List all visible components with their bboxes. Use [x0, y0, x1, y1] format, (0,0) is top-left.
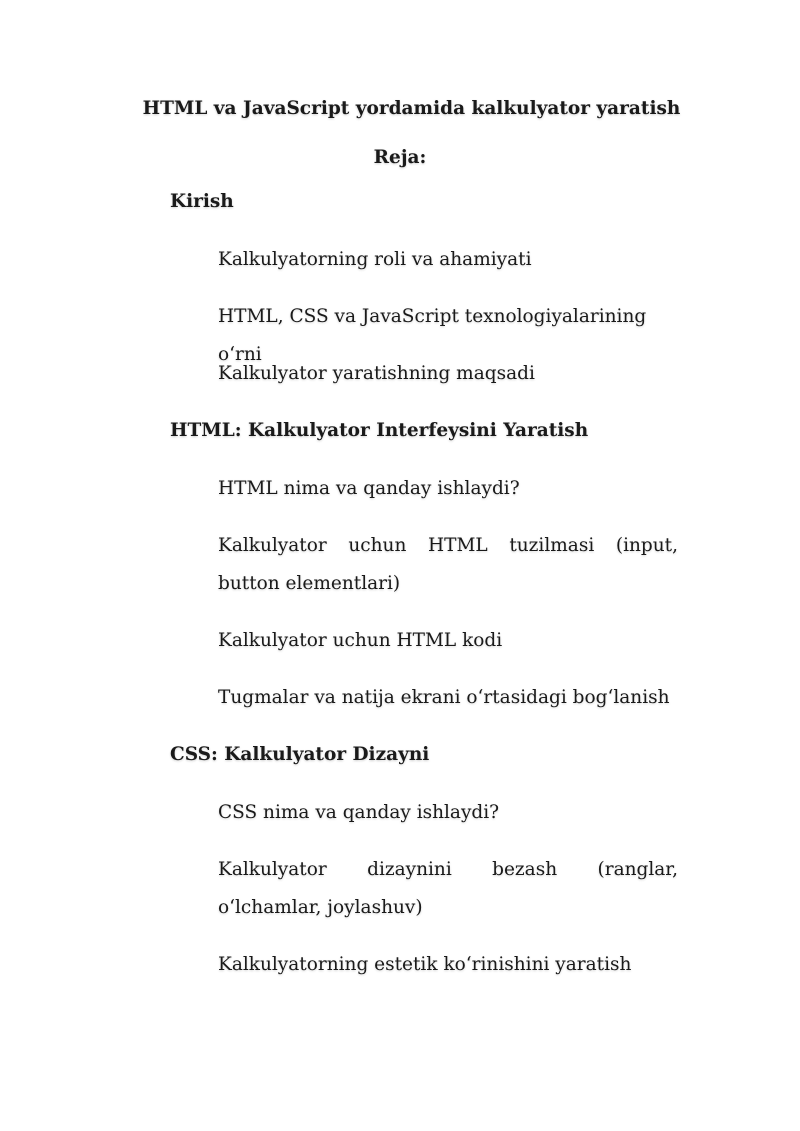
list-item: Kalkulyator uchun HTML kodi — [218, 630, 503, 651]
list-item: Kalkulyator uchun HTML tuzilmasi (input, button elementlari) — [218, 535, 678, 594]
list-item: Kalkulyatorning estetik ko‘rinishini yaratish — [218, 954, 632, 975]
list-item: Tugmalar va natija ekrani o‘rtasidagi bog‘lanish — [218, 687, 670, 708]
list-item: Kalkulyator yaratishning maqsadi — [218, 363, 535, 384]
plan-label: Reja: — [373, 147, 427, 168]
list-item: Kalkulyatorning roli va ahamiyati — [218, 249, 532, 270]
section-heading-css: CSS: Kalkulyator Dizayni — [170, 744, 430, 765]
list-item: HTML nima va qanday ishlaydi? — [218, 478, 520, 499]
list-item: CSS nima va qanday ishlaydi? — [218, 802, 500, 823]
section-heading-html: HTML: Kalkulyator Interfeysini Yaratish — [170, 420, 589, 441]
document-title: HTML va JavaScript yordamida kalkulyator yaratish — [142, 98, 681, 119]
section-heading-kirish: Kirish — [170, 191, 234, 212]
list-item: Kalkulyator dizaynini bezash (ranglar, o‘lchamlar, joylashuv) — [218, 859, 678, 918]
list-item: HTML, CSS va JavaScript texnologiyalarining o‘rni — [218, 306, 647, 365]
